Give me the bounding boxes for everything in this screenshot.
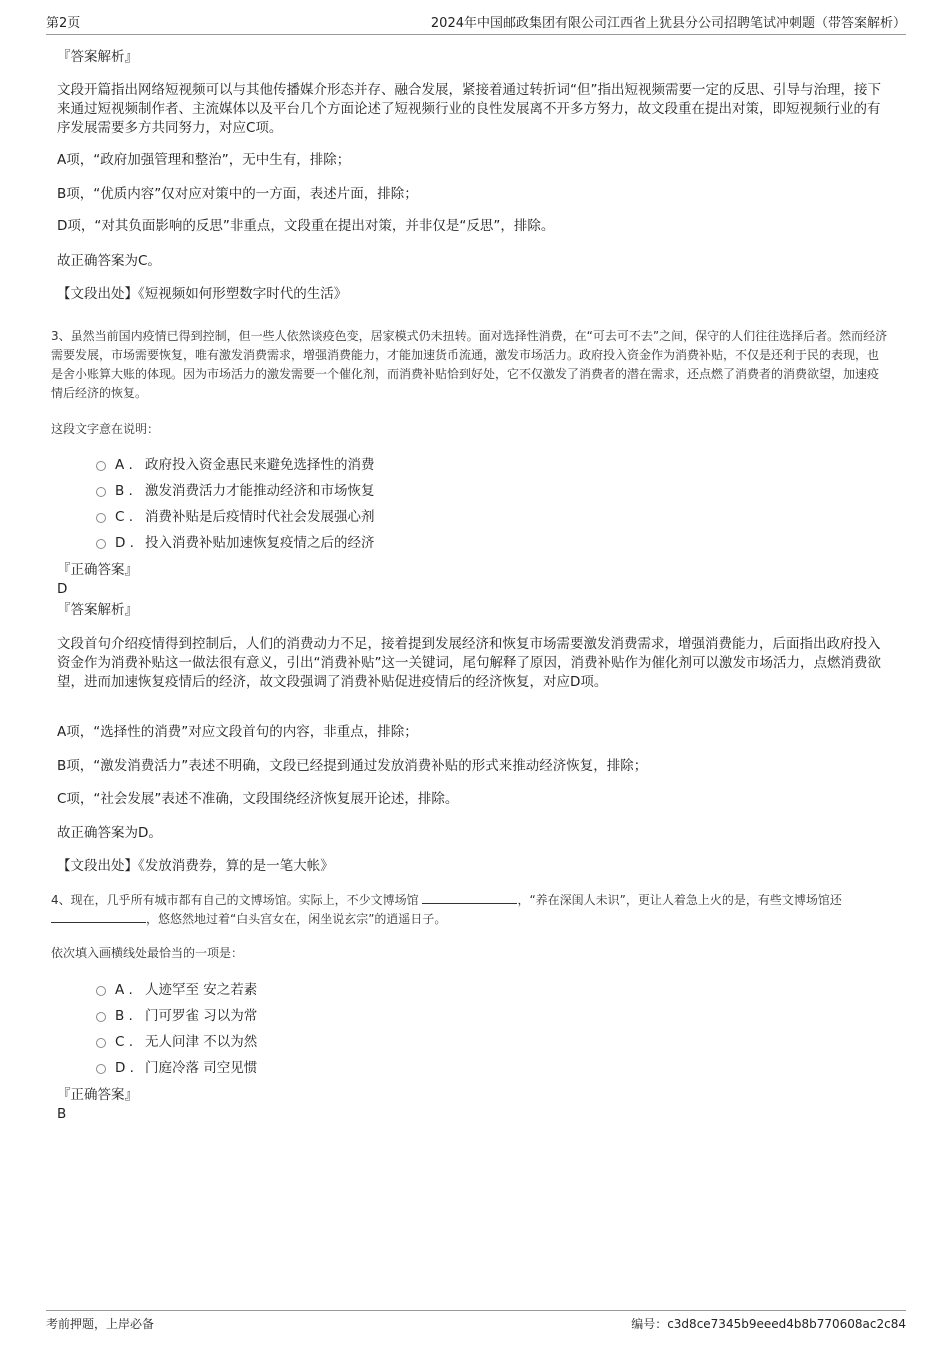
q3-option-d[interactable]: D . 投入消费补贴加速恢复疫情之后的经济 <box>57 530 557 556</box>
q4-stem: 4、现在，几乎所有城市都有自己的文博场馆。实际上，不少文博场馆 ，“养在深闺人未识”，更让人着急上火的是，有些文博场馆还 ，悠悠然地过着“白头宫女在，闲坐说玄宗”的逍遥日子。 <box>51 893 842 926</box>
q2-point-b: B项，“优质内容”仅对应对策中的一方面，表述片面，排除； <box>57 186 418 202</box>
q3-analysis-text: 文段首句介绍疫情得到控制后，人们的消费动力不足，接着提到发展经济和恢复市场需要激发消费需求，增强消费能力，后面指出政府投入资金作为消费补贴这一做法很有意义，引出“消费补贴”这一关键词，尾句解释了原因，消费补贴作为催化剂可以激发市场活力，点燃消费欲望，进而加速恢复疫情后的经济，故文段强调了消费补贴促进疫情后的经济恢复，对应D项。 <box>57 636 881 690</box>
q2-point-a: A项，“政府加强管理和整治”，无中生有，排除； <box>57 152 351 168</box>
q3-source: 【文段出处】《发放消费券，算的是一笔大帐》 <box>57 858 334 874</box>
radio-icon[interactable] <box>96 1038 106 1048</box>
q2-conclusion: 故正确答案为C。 <box>57 253 161 269</box>
q4-options <box>57 977 557 1081</box>
q4-option-b[interactable]: B . 门可罗雀 习以为常 <box>57 1003 557 1029</box>
document-code: 编号：c3d8ce7345b9eeed4b8b770608ac2c84 <box>631 1317 906 1331</box>
radio-icon[interactable] <box>96 487 106 497</box>
page-header <box>46 14 906 35</box>
q3-conclusion: 故正确答案为D。 <box>57 825 162 841</box>
q3-answer-label: 『正确答案』 <box>57 562 138 578</box>
radio-icon[interactable] <box>96 513 106 523</box>
radio-icon[interactable] <box>96 539 106 549</box>
q4-answer: B <box>57 1106 67 1122</box>
q3-options <box>57 452 557 556</box>
q3-point-c: C项，“社会发展”表述不准确，文段围绕经济恢复展开论述，排除。 <box>57 791 459 807</box>
q4-answer-label: 『正确答案』 <box>57 1087 138 1103</box>
fill-blank-2[interactable] <box>51 910 146 923</box>
q3-option-a[interactable]: A . 政府投入资金惠民来避免选择性的消费 <box>57 452 557 478</box>
radio-icon[interactable] <box>96 986 106 996</box>
page-number: 第2页 <box>46 16 81 31</box>
q2-point-d: D项，“对其负面影响的反思”非重点，文段重在提出对策，并非仅是“反思”，排除。 <box>57 218 555 234</box>
radio-icon[interactable] <box>96 1064 106 1074</box>
q2-analysis-text: 文段开篇指出网络短视频可以与其他传播媒介形态并存、融合发展，紧接着通过转折词“但”指出短视频需要一定的反思、引导与治理，接下来通过短视频制作者、主流媒体以及平台几个方面论述了短视频行业的良性发展离不开多方努力，故文段重在提出对策，即短视频行业的有序发展需要多方共同努力，对应C项。 <box>57 82 881 136</box>
footer-slogan: 考前押题，上岸必备 <box>46 1317 155 1331</box>
page-footer <box>46 1310 906 1333</box>
q3-stem: 3、虽然当前国内疫情已得到控制，但一些人依然谈疫色变，居家模式仍未扭转。面对选择性消费，在“可去可不去”之间，保守的人们往往选择后者。然而经济需要发展，市场需要恢复，唯有激发消费需求，增强消费能力，才能加速货币流通，激发市场活力。政府投入资金作为消费补贴，不仅是还利于民的表现，也是舍小账算大账的体现。因为市场活力的激发需要一个催化剂，而消费补贴恰到好处，它不仅激发了消费者的潜在需求，还点燃了消费者的消费欲望，加速疫情后经济的恢复。 <box>51 329 888 400</box>
q3-point-b: B项，“激发消费活力”表述不明确，文段已经提到通过发放消费补贴的形式来推动经济恢复，排除； <box>57 758 648 774</box>
q4-question: 依次填入画横线处最恰当的一项是： <box>51 946 244 960</box>
radio-icon[interactable] <box>96 461 106 471</box>
radio-icon[interactable] <box>96 1012 106 1022</box>
q4-option-c[interactable]: C . 无人问津 不以为然 <box>57 1029 557 1055</box>
q3-analysis-label: 『答案解析』 <box>57 602 138 618</box>
q3-question: 这段文字意在说明： <box>51 422 160 436</box>
q3-option-c[interactable]: C . 消费补贴是后疫情时代社会发展强心剂 <box>57 504 557 530</box>
q3-point-a: A项，“选择性的消费”对应文段首句的内容，非重点，排除； <box>57 724 418 740</box>
q3-answer: D <box>57 581 68 597</box>
q2-source: 【文段出处】《短视频如何形塑数字时代的生活》 <box>57 286 348 302</box>
q3-option-b[interactable]: B . 激发消费活力才能推动经济和市场恢复 <box>57 478 557 504</box>
q4-option-a[interactable]: A . 人迹罕至 安之若素 <box>57 977 557 1003</box>
fill-blank-1[interactable] <box>422 891 517 904</box>
document-title: 2024年中国邮政集团有限公司江西省上犹县分公司招聘笔试冲刺题（带答案解析） <box>430 16 906 31</box>
q2-analysis-label: 『答案解析』 <box>57 49 138 65</box>
q4-option-d[interactable]: D . 门庭冷落 司空见惯 <box>57 1055 557 1081</box>
